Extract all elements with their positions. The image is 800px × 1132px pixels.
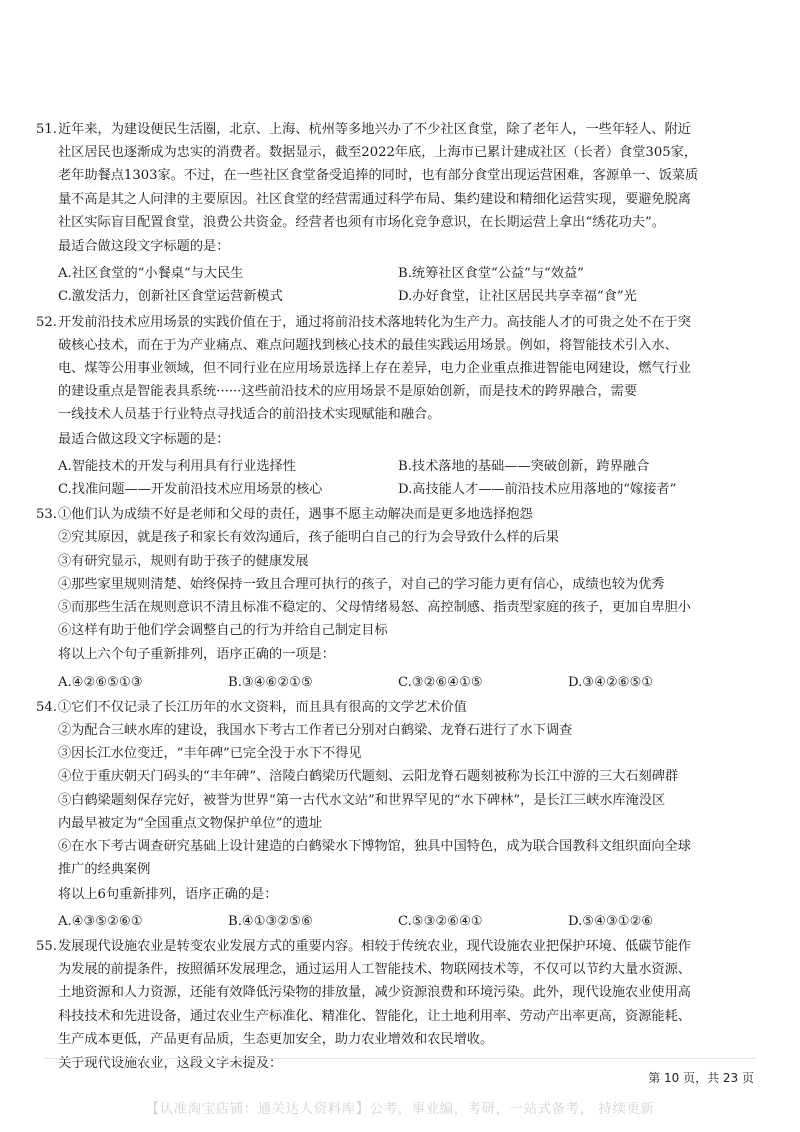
options	[58, 262, 764, 308]
question-55	[36, 935, 764, 1075]
question-stem	[58, 935, 764, 1051]
footer-divider	[44, 1058, 756, 1059]
options	[58, 455, 764, 501]
stem-line: 电、煤等公用事业领域，但不同行业在应用场景选择上存在差异，电力企业重点推进智能电网建设，燃气行业	[58, 361, 691, 377]
stem-line: 生产成本更低，产品更有品质，生态更加安全，助力农业增效和农民增收。	[58, 1031, 494, 1047]
question-51	[36, 118, 764, 309]
stem-line: 开发前沿技术应用场景的实践价值在于，通过将前沿技术落地转化为生产力。高技能人才的可贵之处不在于突	[58, 314, 691, 330]
sentence-item: ①他们认为成绩不好是老师和父母的责任，遇事不愿主动解决而是更多地选择抱怨	[58, 507, 533, 523]
exam-content	[36, 118, 764, 1077]
question-53	[36, 503, 764, 694]
stem-line: 老年助餐点1303家。不过，在一些社区食堂备受追捧的同时，也有部分食堂出现运营困难，客源单一、饭菜质	[58, 168, 699, 184]
question-number: 53.	[36, 507, 57, 523]
option-a: A.④②⑥⑤①③	[58, 674, 143, 690]
option-d: D.③④②⑥⑤①	[568, 674, 654, 690]
stem-line: 破核心技术，而在于为产业痛点、难点问题找到核心技术的最佳实践运用场景。例如，将智能技术引入水、	[58, 337, 678, 353]
sentence-item: ②究其原因，就是孩子和家长有效沟通后，孩子能明白自己的行为会导致什么样的后果	[58, 530, 560, 546]
question-54	[36, 696, 764, 933]
sentence-item: ④那些家里规则清楚、始终保持一致且合理可执行的孩子，对自己的学习能力更有信心，成绩也较为优秀	[58, 576, 665, 592]
sentence-item: ⑤白鹤梁题刻保存完好，被誉为世界“第一古代水文站”和世界罕见的“水下碑林”，是长江三峡水库淹没区	[58, 792, 666, 808]
option-c: C.激发活力，创新社区食堂运营新模式	[58, 289, 283, 305]
sentence-item: ⑥这样有助于他们学会调整自己的行为并给自己制定目标	[58, 623, 388, 639]
stem-line: 的建设重点是智能表具系统······这些前沿技术的应用场景不是原始创新，而是技术的跨界融合，需要	[58, 384, 638, 400]
question-prompt: 最适合做这段文字标题的是：	[58, 431, 230, 447]
question-stem	[58, 118, 764, 234]
option-d: D.高技能人才——前沿技术应用落地的“嫁接者”	[398, 482, 677, 498]
sentence-item: ③有研究显示，规则有助于孩子的健康发展	[58, 553, 309, 569]
stem-line: 科技技术和先进设备，通过农业生产标准化、精准化、智能化，让土地利用率、劳动产出率更高，资源能耗、	[58, 1008, 691, 1024]
option-a: A.④③⑤②⑥①	[58, 913, 143, 929]
options	[58, 910, 764, 933]
question-stem	[58, 503, 764, 642]
option-b: B.技术落地的基础——突破创新，跨界融合	[398, 458, 650, 474]
question-prompt: 关于现代设施农业，这段文字未提及：	[58, 1055, 283, 1071]
option-c: C.⑤③②⑥④①	[398, 913, 483, 929]
options	[58, 671, 764, 694]
question-prompt: 最适合做这段文字标题的是：	[58, 239, 230, 255]
option-b: B.统筹社区食堂“公益”与“效益”	[398, 266, 584, 282]
stem-line: 社区居民也逐渐成为忠实的消费者。数据显示，截至2022年底，上海市已累计建成社区（长者）食堂305家，	[58, 145, 697, 161]
sentence-item: 内最早被定为“全国重点文物保护单位”的遗址	[58, 815, 323, 831]
question-number: 55.	[36, 938, 57, 954]
option-b: B.③④⑥②①⑤	[228, 674, 313, 690]
sentence-item: ④位于重庆朝天门码头的“丰年碑”、涪陵白鹤梁历代题刻、云阳龙脊石题刻被称为长江中游的三大石刻碑群	[58, 769, 679, 785]
option-a: A.智能技术的开发与利用具有行业选择性	[58, 458, 296, 474]
question-52	[36, 311, 764, 502]
stem-line: 为发展的前提条件，按照循环发展理念，通过运用人工智能技术、物联网技术等，不仅可以节约大量水资源、	[58, 962, 691, 978]
sentence-item: 推广的经典案例	[58, 862, 151, 878]
stem-line: 近年来，为建设便民生活圈，北京、上海、杭州等多地兴办了不少社区食堂，除了老年人，一些年轻人、附近	[58, 122, 691, 137]
page-number: 第 10 页，共 23 页	[648, 1071, 754, 1085]
sentence-item: ①它们不仅记录了长江历年的水文资料，而且具有很高的文学艺术价值	[58, 699, 467, 715]
question-number: 52.	[36, 314, 57, 330]
option-c: C.③②⑥④①⑤	[398, 674, 483, 690]
question-prompt: 将以上6句重新排列，语序正确的是：	[58, 886, 278, 902]
question-number: 54.	[36, 699, 57, 715]
sentence-item: ⑤而那些生活在规则意识不清且标准不稳定的、父母情绪易怒、高控制感、指责型家庭的孩子，更加自卑胆小	[58, 600, 691, 616]
stem-line: 土地资源和人力资源，还能有效降低污染物的排放量，减少资源浪费和环境污染。此外，现代设施农业使用高	[58, 985, 691, 1001]
sentence-item: ③因长江水位变迁，“丰年碑”已完全没于水下不得见	[58, 746, 362, 762]
question-prompt: 将以上六个句子重新排列，语序正确的一项是：	[58, 647, 335, 663]
stem-line: 发展现代设施农业是转变农业发展方式的重要内容。相较于传统农业，现代设施农业把保护环境、低碳节能作	[58, 938, 691, 954]
stem-line: 量不高是其之人问津的主要原因。社区食堂的经营需通过科学布局、集约建设和精细化运营实现，要避免脱离	[58, 191, 691, 207]
watermark-text: 【认准淘宝店铺：通关达人资料库】公考，事业编，考研，一站式备考， 持续更新	[145, 1101, 655, 1117]
stem-line: 社区实际盲目配置食堂，浪费公共资金。经营者也须有市场化竞争意识，在长期运营上拿出“绣花功夫”。	[58, 214, 665, 230]
option-a: A.社区食堂的“小餐桌”与大民生	[58, 266, 244, 282]
question-stem	[58, 696, 764, 882]
option-b: B.④①③②⑤⑥	[228, 913, 313, 929]
stem-line: 一线技术人员基于行业特点寻找适合的前沿技术实现赋能和融合。	[58, 407, 441, 423]
question-stem	[58, 311, 764, 427]
question-number: 51.	[36, 122, 57, 137]
sentence-item: ⑥在水下考古调查研究基础上设计建造的白鹤梁水下博物馆，独具中国特色，成为联合国教科文组织面向全球	[58, 839, 691, 855]
sentence-item: ②为配合三峡水库的建设，我国水下考古工作者已分别对白鹤梁、龙脊石进行了水下调查	[58, 723, 573, 739]
option-d: D.办好食堂，让社区居民共享幸福“食”光	[398, 289, 637, 305]
option-c: C.找准问题——开发前沿技术应用场景的核心	[58, 482, 323, 498]
option-d: D.⑤④③①②⑥	[568, 913, 654, 929]
